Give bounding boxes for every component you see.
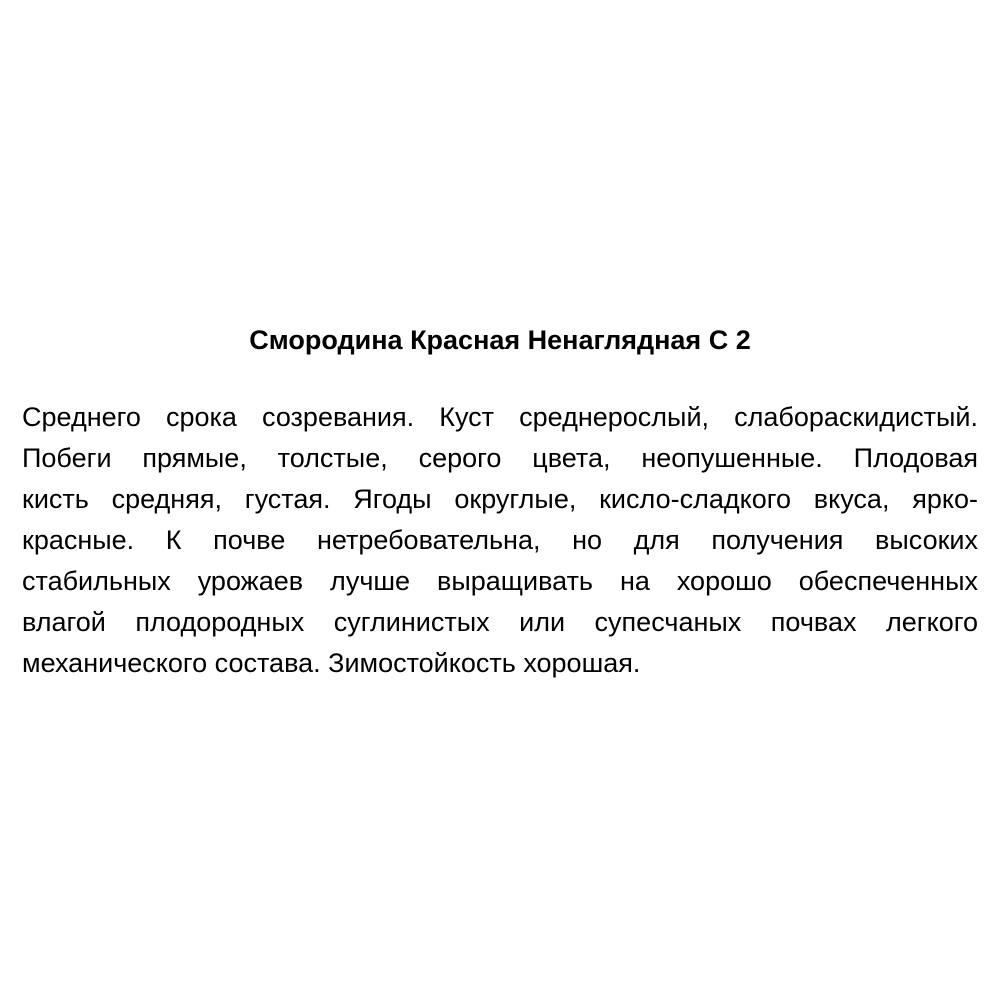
paragraph-line: Среднего срока созревания. Куст среднерослый, слабораскидистый. bbox=[22, 402, 978, 432]
paragraph-line: красные. К почве нетребовательна, но для получения высоких bbox=[22, 525, 978, 555]
paragraph-line: Побеги прямые, толстые, серого цвета, неопушенные. Плодовая bbox=[22, 443, 978, 473]
document-title: Смородина Красная Ненаглядная С 2 bbox=[249, 325, 751, 355]
paragraph-line: механического состава. Зимостойкость хорошая. bbox=[22, 648, 641, 678]
paragraph-line: влагой плодородных суглинистых или супесчаных почвах легкого bbox=[22, 607, 978, 637]
paragraph-line: кисть средняя, густая. Ягоды округлые, кисло-сладкого вкуса, ярко- bbox=[22, 484, 978, 514]
description-paragraph bbox=[22, 397, 978, 684]
paragraph-line: стабильных урожаев лучше выращивать на хорошо обеспеченных bbox=[22, 566, 978, 596]
